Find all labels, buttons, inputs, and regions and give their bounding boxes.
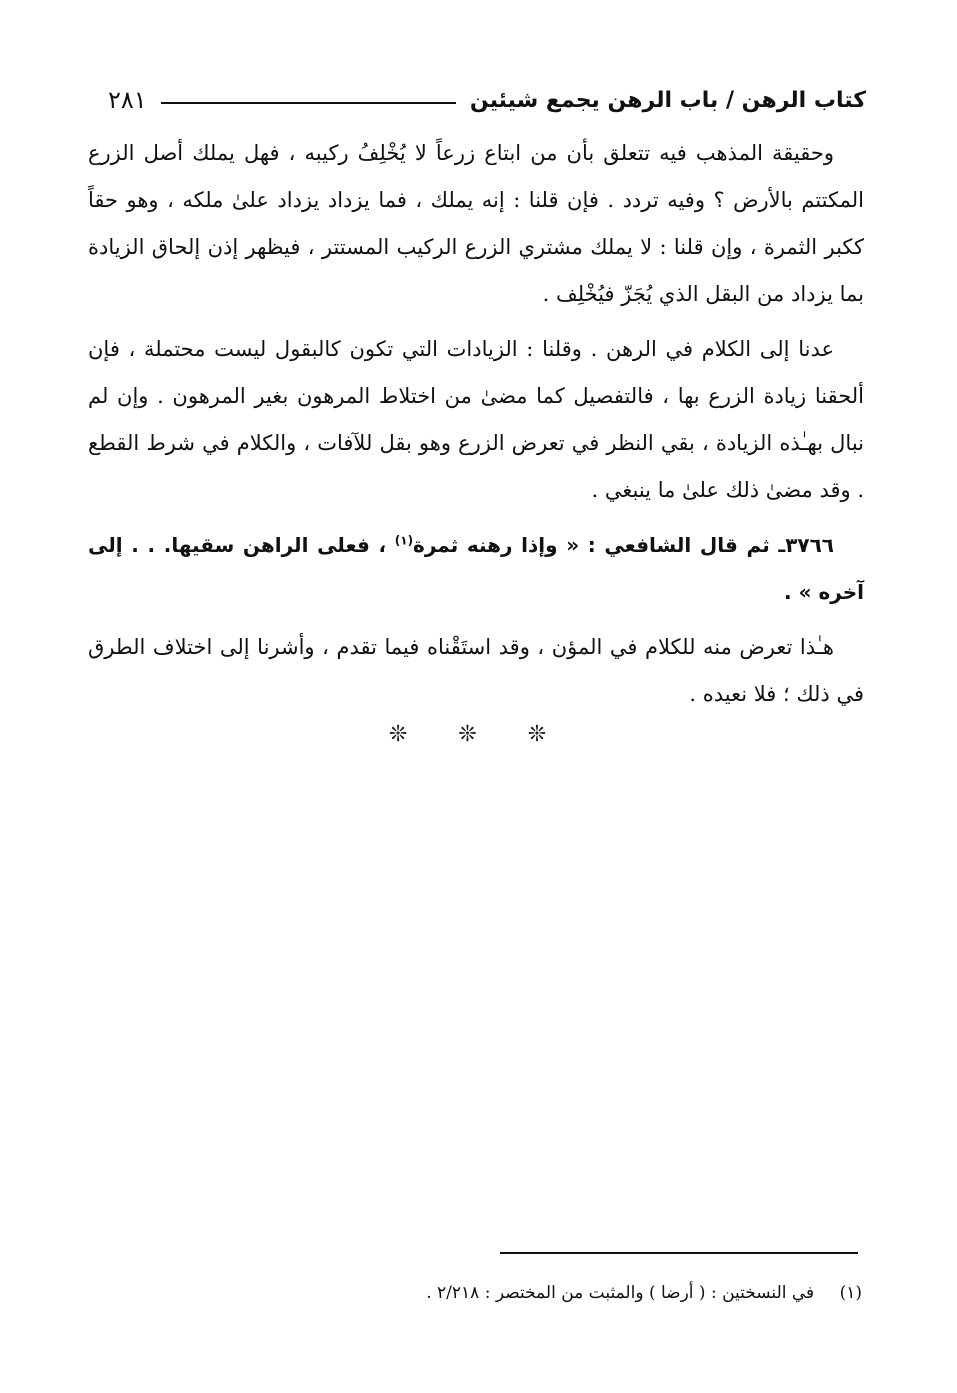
main-text [88, 130, 864, 726]
paragraph-4: هـٰذا تعرض منه للكلام في المؤن ، وقد استَقْناه فيما تقدم ، وأشرنا إلى اختلاف الطرق في ذلك ؛ فلا نعيده . [88, 635, 864, 706]
page-number: ٢٨١ [108, 86, 147, 114]
paragraph-3-tail: ، فعلى الراهن سقيها. . . إلى آخره » . [88, 533, 864, 604]
running-header [108, 80, 866, 120]
footnote-ref[interactable]: (١) [394, 533, 414, 548]
paragraph-3 [88, 522, 864, 616]
section-separator: ❊ ❊ ❊ [388, 722, 569, 747]
paragraph-2: عدنا إلى الكلام في الرهن . وقلنا : الزيادات التي تكون كالبقول ليست محتملة ، فإن ألحقنا زيادة الزرع بها ، فالتفصيل كما مضىٰ من اختلاط المرهون بغير المرهون . وإن لم نبال بهـٰذه الزيادة ، بقي النظر في تعرض الزرع وهو بقل للآفات ، والكلام في شرط القطع . وقد مضىٰ ذلك علىٰ ما ينبغي . [88, 337, 864, 502]
header-rule [161, 102, 456, 104]
footnote-number: (١) [839, 1283, 862, 1303]
footnote-rule [500, 1252, 858, 1254]
paragraph-1: وحقيقة المذهب فيه تتعلق بأن من ابتاع زرعاً لا يُخْلِفُ ركيبه ، فهل يملك أصل الزرع المكتتم بالأرض ؟ وفيه تردد . فإن قلنا : إنه يملك ، فما يزداد يزداد علىٰ ملكه ، وهو حقاً ككبر الثمرة ، وإن قلنا : لا يملك مشتري الزرع الركيب المستتر ، فيظهر إذن إلحاق الزيادة بما يزداد من البقل الذي يُجَزّ فيُخْلِف . [88, 141, 864, 306]
header-title: كتاب الرهن / باب الرهن يجمع شيئين [469, 87, 866, 113]
paragraph-3-lead: ٣٧٦٦ـ ثم قال الشافعي : « وإذا رهنه ثمرة [413, 533, 835, 557]
footnote [200, 1278, 862, 1308]
footnote-text: في النسختين : ( أرضا ) والمثبت من المختصر : ٢/٢١٨ . [426, 1283, 815, 1303]
